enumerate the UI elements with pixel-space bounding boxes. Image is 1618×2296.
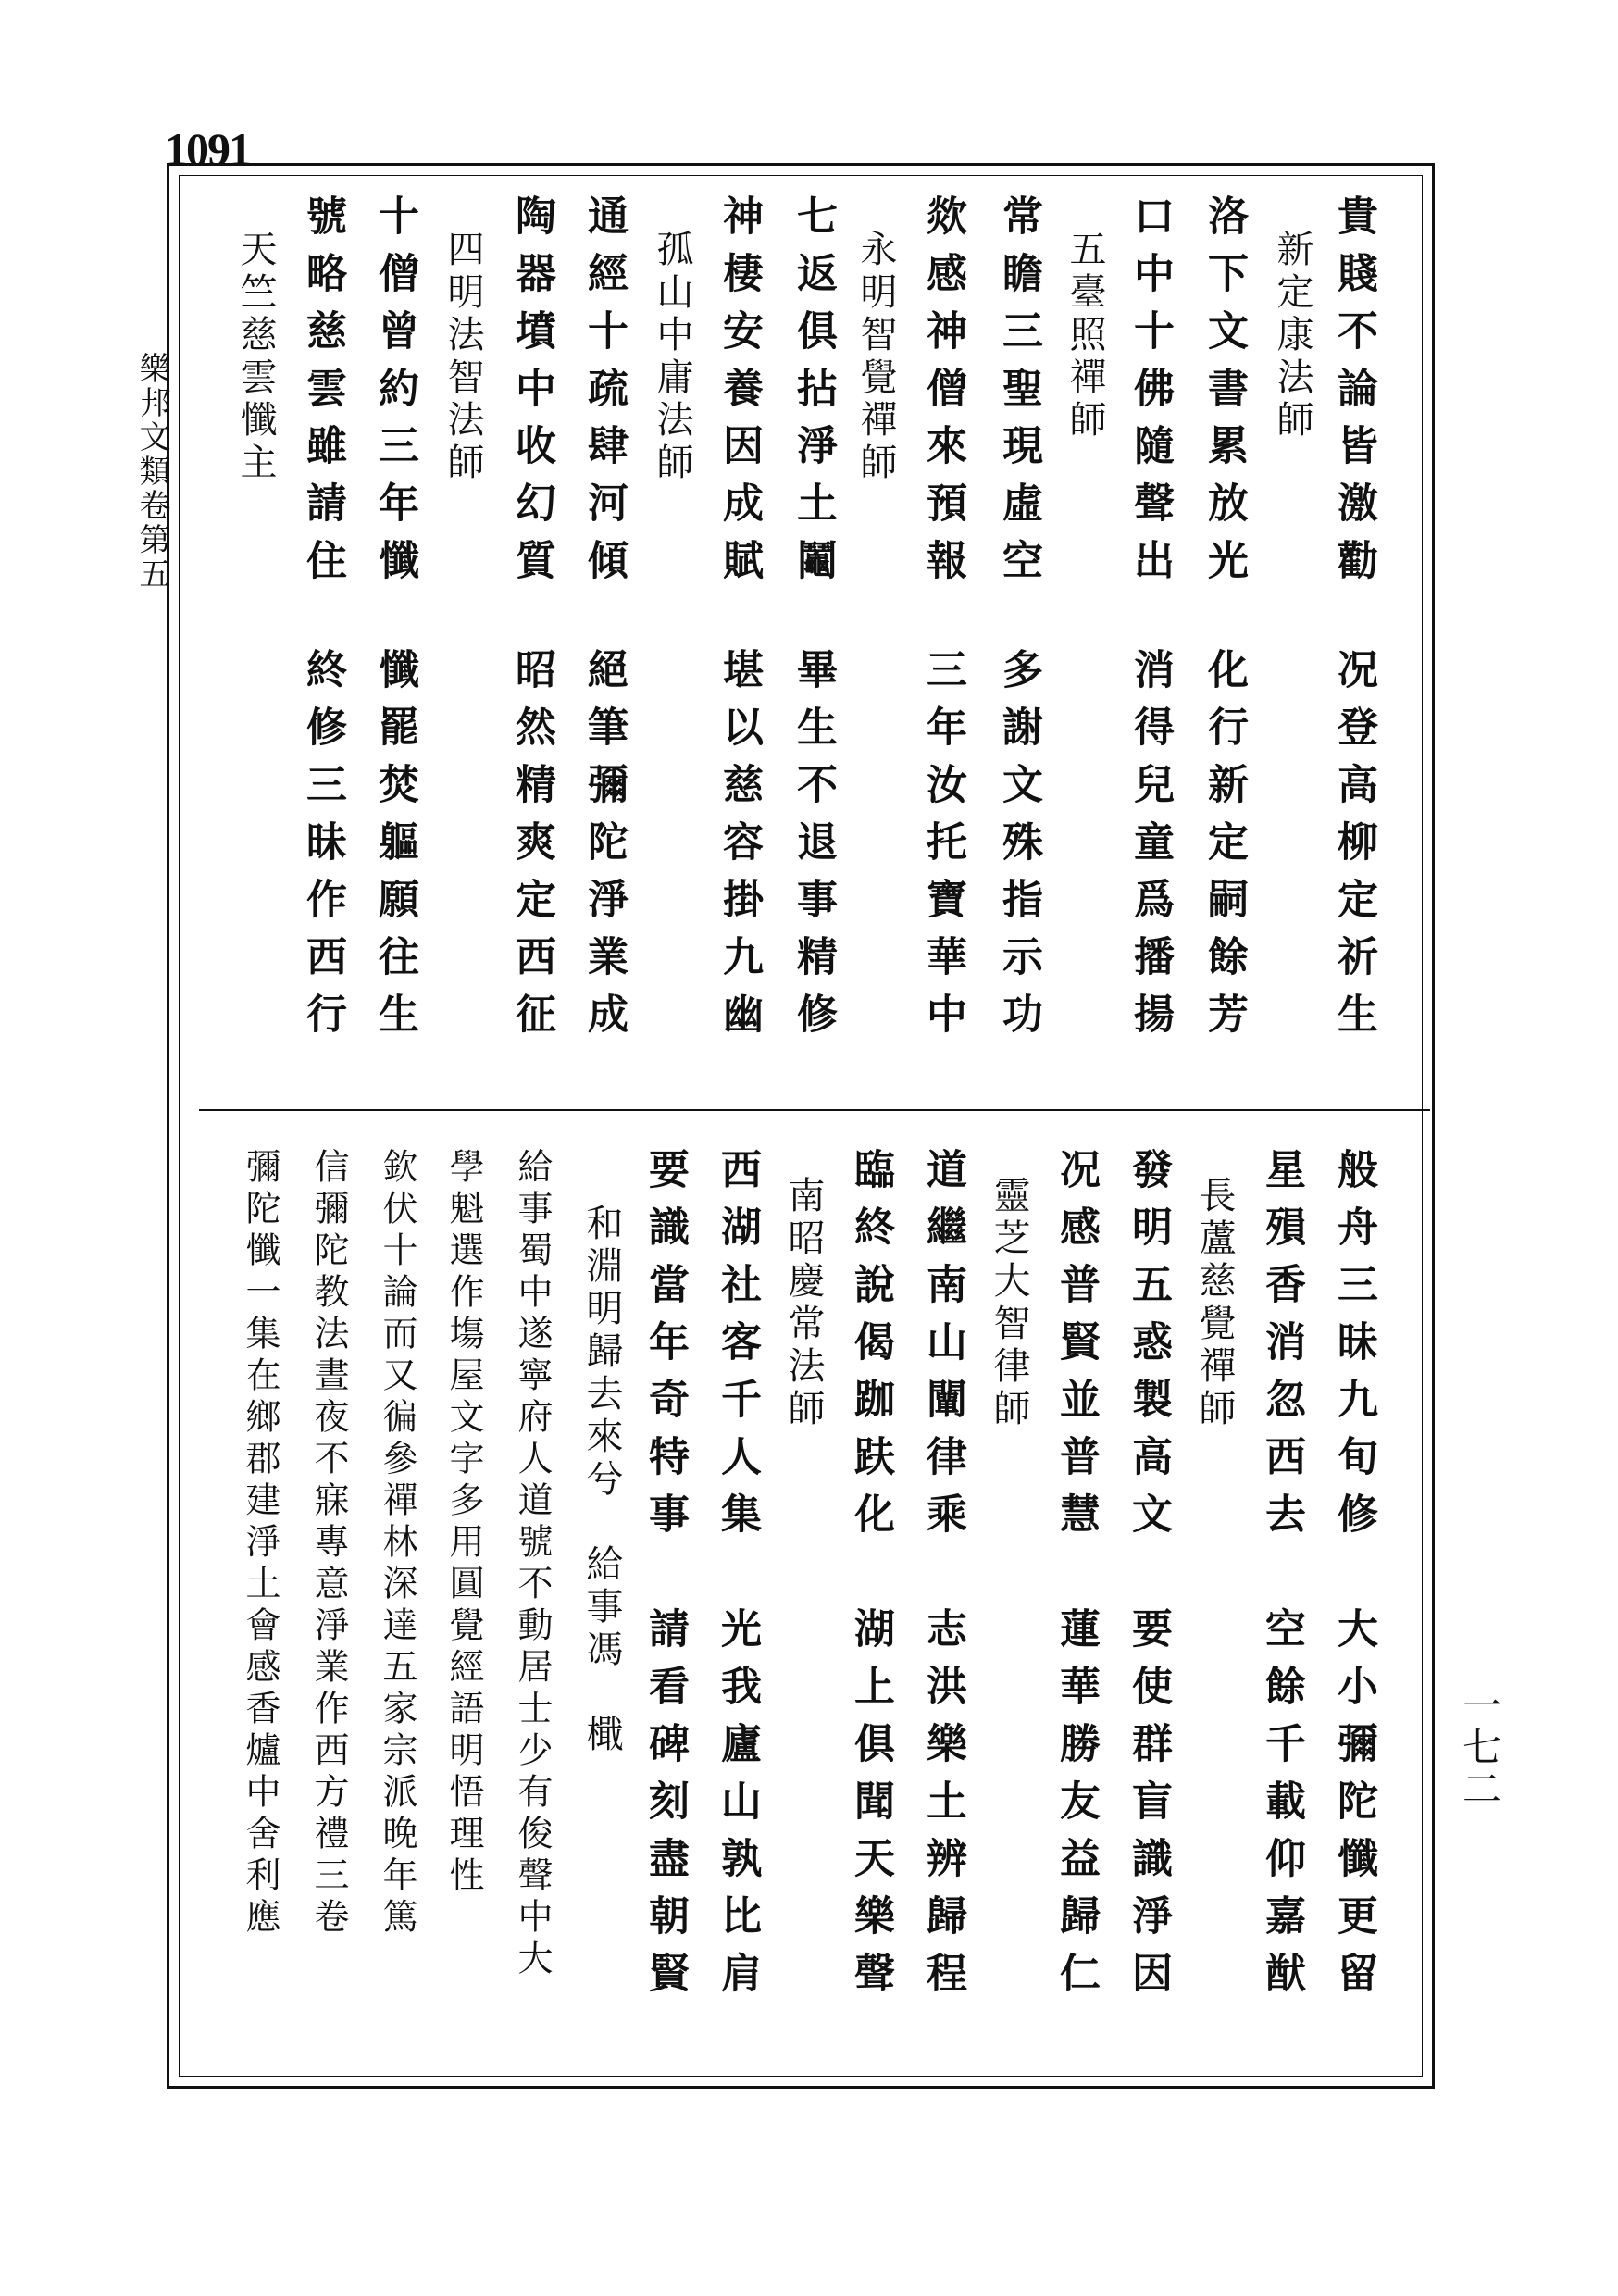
text-column: 况感普賢並普慧 蓮華勝友益歸仁 (1052, 1148, 1100, 2009)
text-column-lower: 化行新定嗣餘芳 (1201, 648, 1248, 1050)
text-column: 洛下文書累放光 (1201, 194, 1248, 596)
text-column: 西湖社客千人集 光我廬山孰比肩 (714, 1148, 761, 2009)
text-column: 口中十佛隨聲出 (1126, 194, 1174, 596)
text-column: 陶器墳中收幻質 (508, 194, 555, 596)
text-column-heading: 孤山中庸法師 (651, 230, 693, 485)
text-column-lower: 畢生不退事精修 (790, 648, 837, 1050)
text-column-heading: 永明智覺禪師 (854, 230, 897, 485)
text-column: 信彌陀教法晝夜不寐專意淨業作西方禮三卷 (308, 1148, 349, 1940)
text-column-lower: 况登高柳定祈生 (1330, 648, 1377, 1050)
running-title: 樂邦文類卷第五 (133, 352, 170, 592)
text-column: 號略慈雲雖請住 (299, 194, 346, 596)
text-column-heading: 和淵明歸去來兮 給事馮 檝 (580, 1204, 623, 1757)
text-column: 欽伏十論而又徧參禪林深達五家宗派晚年篤 (377, 1148, 417, 1940)
text-column: 發明五惑製高文 要使群盲識淨因 (1125, 1148, 1172, 2009)
text-column-lower: 三年汝托寶華中 (919, 648, 966, 1050)
text-column: 神棲安養因成賦 (716, 194, 763, 596)
text-column-heading: 新定康法師 (1271, 230, 1313, 443)
text-column-heading: 靈芝大智律師 (988, 1176, 1030, 1431)
text-column: 七返俱拈淨土鬮 (790, 194, 837, 596)
text-column-lower: 多謝文殊指示功 (995, 648, 1042, 1050)
text-column-lower: 堪以慈容掛九幽 (716, 648, 763, 1050)
text-column: 給事蜀中遂寧府人道號不動居士少有俊聲中大 (512, 1148, 553, 1981)
page-number: 1091 (165, 123, 250, 175)
text-column: 星殞香消忽西去 空餘千載仰嘉猷 (1258, 1148, 1305, 2009)
text-column-heading: 天竺慈雲懺主 (234, 230, 277, 485)
text-column-lower: 昭然精爽定西征 (508, 648, 555, 1050)
text-column: 十僧曾約三年懺 (371, 194, 418, 596)
text-column: 臨終說偈跏趺化 湖上俱聞天樂聲 (847, 1148, 894, 2009)
text-column-heading: 南昭慶常法師 (782, 1176, 825, 1431)
text-column: 般舟三昧九旬修 大小彌陀懺更留 (1330, 1148, 1377, 2009)
text-column: 通經十疏肆河傾 (580, 194, 628, 596)
text-column: 道繼南山闡律乘 志洪樂土辨歸程 (919, 1148, 966, 2009)
folio-number: 一七二 (1457, 1685, 1502, 1810)
text-column: 常瞻三聖現虛空 (995, 194, 1042, 596)
text-column-lower: 消得兒童爲播揚 (1126, 648, 1174, 1050)
text-column: 彌陀懺一集在鄉郡建淨土會感香爐中舍利應 (240, 1148, 280, 1940)
text-column: 貴賤不論皆激勸 (1330, 194, 1377, 596)
text-column: 學魁選作塲屋文字多用圓覺經語明悟理性 (443, 1148, 484, 1898)
text-column: 要識當年奇特事 請看碑刻盡朝賢 (641, 1148, 689, 2009)
text-column-lower: 終修三昧作西行 (299, 648, 346, 1050)
text-column-heading: 五臺照禪師 (1064, 230, 1106, 443)
text-column-lower: 絕筆彌陀淨業成 (580, 648, 628, 1050)
text-column: 欻感神僧來預報 (919, 194, 966, 596)
text-column-heading: 四明法智法師 (442, 230, 484, 485)
text-column-lower: 懺罷焚軀願往生 (371, 648, 418, 1050)
text-column-heading: 長蘆慈覺禪師 (1193, 1176, 1236, 1431)
